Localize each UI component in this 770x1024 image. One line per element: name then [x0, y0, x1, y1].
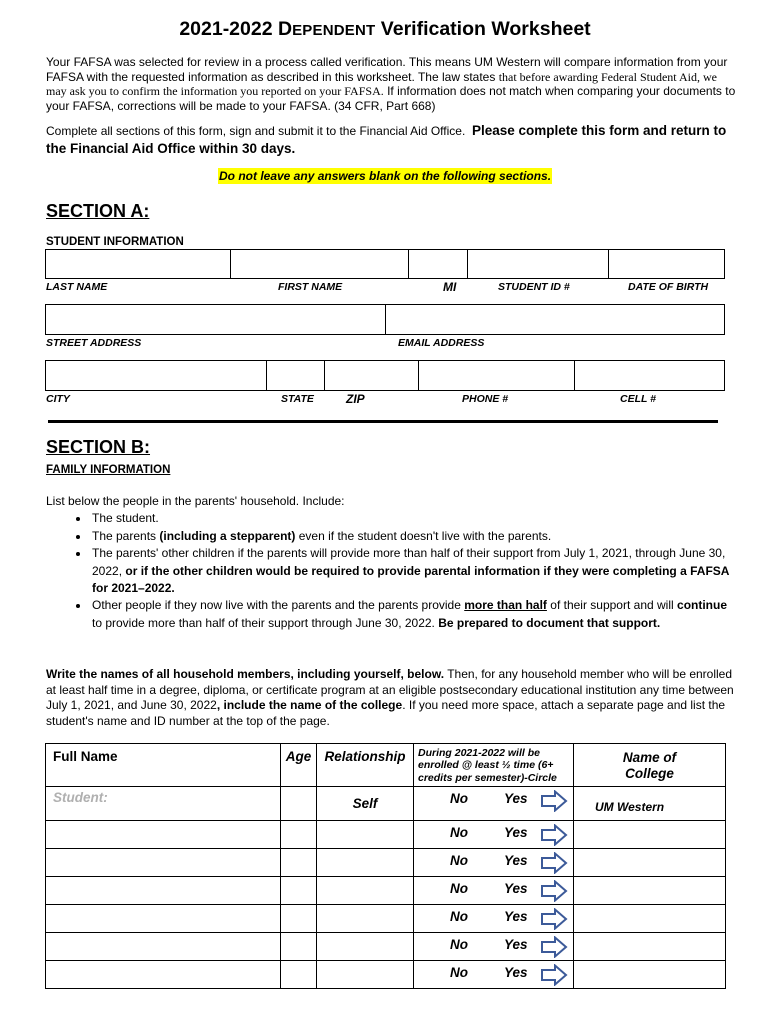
relationship-cell[interactable]: [317, 933, 414, 961]
street-address-label: STREET ADDRESS: [46, 337, 142, 349]
complete-instruction: Complete all sections of this form, sign and submit it to the Financial Aid Office. Please complete this form and return to the Financial Aid Office within 30 days.: [46, 123, 727, 156]
age-header: Age: [285, 749, 312, 764]
last-name-field[interactable]: [45, 249, 231, 279]
no-option[interactable]: No: [450, 965, 468, 980]
enrolled-cell: [414, 933, 574, 961]
cell-field[interactable]: [574, 360, 725, 391]
zip-label: ZIP: [346, 392, 365, 406]
section-a-heading: SECTION A:: [46, 201, 150, 221]
yes-option[interactable]: Yes: [504, 853, 528, 868]
student-id-label: STUDENT ID #: [498, 281, 570, 293]
state-label: STATE: [281, 393, 314, 405]
enrolled-cell: [414, 877, 574, 905]
table-row: [46, 787, 726, 821]
date-of-birth-label: DATE OF BIRTH: [628, 281, 709, 293]
no-blank-warning: Do not leave any answers blank on the following sections.: [219, 169, 552, 183]
yes-option[interactable]: Yes: [504, 937, 528, 952]
arrow-right-icon: [540, 880, 568, 902]
yes-option[interactable]: Yes: [504, 909, 528, 924]
student-info-heading: STUDENT INFORMATION: [46, 236, 184, 248]
yes-option[interactable]: Yes: [504, 825, 528, 840]
enrolled-cell: [414, 849, 574, 877]
no-option[interactable]: No: [450, 909, 468, 924]
age-cell[interactable]: [281, 877, 317, 905]
page-title: 2021-2022 DEPENDENT Verification Worksheet: [179, 18, 591, 40]
arrow-right-icon: [540, 824, 568, 846]
college-value: UM Western: [595, 800, 665, 814]
age-cell[interactable]: [281, 821, 317, 849]
age-cell[interactable]: [281, 849, 317, 877]
yes-option[interactable]: Yes: [504, 881, 528, 896]
enrolled-cell: [414, 905, 574, 933]
list-item: • The student.: [90, 510, 736, 527]
enrolled-cell: [414, 821, 574, 849]
arrow-right-icon: [540, 964, 568, 986]
full-name-header: Full Name: [53, 749, 118, 764]
state-field[interactable]: [266, 360, 325, 391]
arrow-right-icon: [540, 908, 568, 930]
city-label: CITY: [46, 393, 70, 405]
title-dependent: D: [278, 18, 293, 40]
last-name-label: LAST NAME: [46, 281, 108, 293]
relationship-cell[interactable]: [317, 905, 414, 933]
table-row: [46, 821, 726, 849]
name-cell[interactable]: [46, 877, 281, 905]
relationship-header: Relationship: [324, 749, 406, 764]
name-cell[interactable]: [46, 821, 281, 849]
relationship-cell[interactable]: [317, 821, 414, 849]
write-names-instruction: Write the names of all household members, including yourself, below. Then, for any household member who will be enrolled at least half time in a degree, diploma, or certificate program at an eligible postsecondary educational institution any time between July 1, 2021, and June 30, 2022, include the name of the college. If you need more space, attach a separate page and list the student's name and ID number at the top of the page.: [46, 667, 734, 728]
no-option[interactable]: No: [450, 881, 468, 896]
street-address-field[interactable]: [45, 304, 386, 335]
college-cell[interactable]: [574, 849, 726, 877]
college-cell[interactable]: [574, 877, 726, 905]
age-cell[interactable]: [281, 933, 317, 961]
household-list: [46, 493, 736, 632]
yes-option[interactable]: Yes: [504, 965, 528, 980]
college-cell[interactable]: [574, 821, 726, 849]
zip-field[interactable]: [324, 360, 419, 391]
student-placeholder[interactable]: Student:: [53, 790, 108, 805]
first-name-field[interactable]: [230, 249, 409, 279]
age-cell[interactable]: [281, 905, 317, 933]
email-address-label: EMAIL ADDRESS: [398, 337, 485, 349]
no-option[interactable]: No: [450, 853, 468, 868]
relationship-cell[interactable]: [317, 877, 414, 905]
college-header: Name of College: [622, 750, 677, 781]
yes-option[interactable]: Yes: [504, 791, 528, 806]
no-option[interactable]: No: [450, 791, 468, 806]
relationship-cell[interactable]: [317, 849, 414, 877]
list-item: • Other people if they now live with the parents and the parents provide more than half of their support and will continue to provide more than half of their support through June 30, 2022. Be prepared to document that support.: [90, 597, 736, 632]
arrow-right-icon: [540, 852, 568, 874]
list-item: • The parents (including a stepparent) even if the student doesn't live with the parents.: [90, 528, 736, 545]
email-address-field[interactable]: [385, 304, 725, 335]
table-row: [46, 849, 726, 877]
college-cell[interactable]: [574, 905, 726, 933]
first-name-label: FIRST NAME: [278, 281, 343, 293]
arrow-right-icon: [540, 936, 568, 958]
name-cell[interactable]: [46, 905, 281, 933]
list-item: • The parents' other children if the parents will provide more than half of their support from July 1, 2021, through June 30, 2022, or if the other children would be required to provide parental information if they were completing a FAFSA for 2021–2022.: [90, 545, 736, 597]
table-row: [46, 905, 726, 933]
student-id-field[interactable]: [467, 249, 609, 279]
college-cell[interactable]: [574, 933, 726, 961]
enrolled-cell: [414, 787, 574, 821]
family-info-heading: FAMILY INFORMATION: [46, 464, 171, 476]
no-option[interactable]: No: [450, 937, 468, 952]
enrolled-header: During 2021-2022 will be enrolled @ least ½ time (6+ credits per semester)-Circle: [418, 747, 557, 784]
no-option[interactable]: No: [450, 825, 468, 840]
section-divider: [48, 420, 718, 423]
table-header-row: [46, 744, 726, 787]
table-row: [46, 961, 726, 989]
phone-label: PHONE #: [462, 393, 509, 405]
name-cell[interactable]: [46, 849, 281, 877]
age-cell[interactable]: [281, 787, 317, 821]
age-cell[interactable]: [281, 961, 317, 989]
intro-paragraph: Your FAFSA was selected for review in a process called verification. This means UM Western will compare information from your FAFSA with the requested information as described in this worksheet. The law states that before awarding Federal Student Aid, we may ask you to confirm the information you reported on your FAFSA. If information does not match when comparing your documents to your FAFSA, corrections will be made to your FAFSA. (34 CFR, Part 668): [46, 55, 736, 113]
list-intro: List below the people in the parents' household. Include:: [46, 494, 345, 508]
mi-label: MI: [443, 280, 457, 294]
name-cell[interactable]: [46, 961, 281, 989]
relationship-cell[interactable]: [317, 961, 414, 989]
table-row: [46, 877, 726, 905]
cell-label: CELL #: [620, 393, 656, 405]
mi-field[interactable]: [408, 249, 468, 279]
title-dependent-rest: EPENDENT: [292, 22, 376, 39]
name-cell[interactable]: [46, 933, 281, 961]
college-cell[interactable]: [574, 961, 726, 989]
table-row: [46, 933, 726, 961]
phone-field[interactable]: [418, 360, 575, 391]
city-field[interactable]: [45, 360, 267, 391]
self-text: Self: [352, 796, 378, 811]
household-table: [45, 743, 726, 989]
section-b-heading: SECTION B:: [46, 437, 151, 457]
arrow-right-icon: [540, 790, 568, 812]
enrolled-cell: [414, 961, 574, 989]
date-of-birth-field[interactable]: [608, 249, 725, 279]
